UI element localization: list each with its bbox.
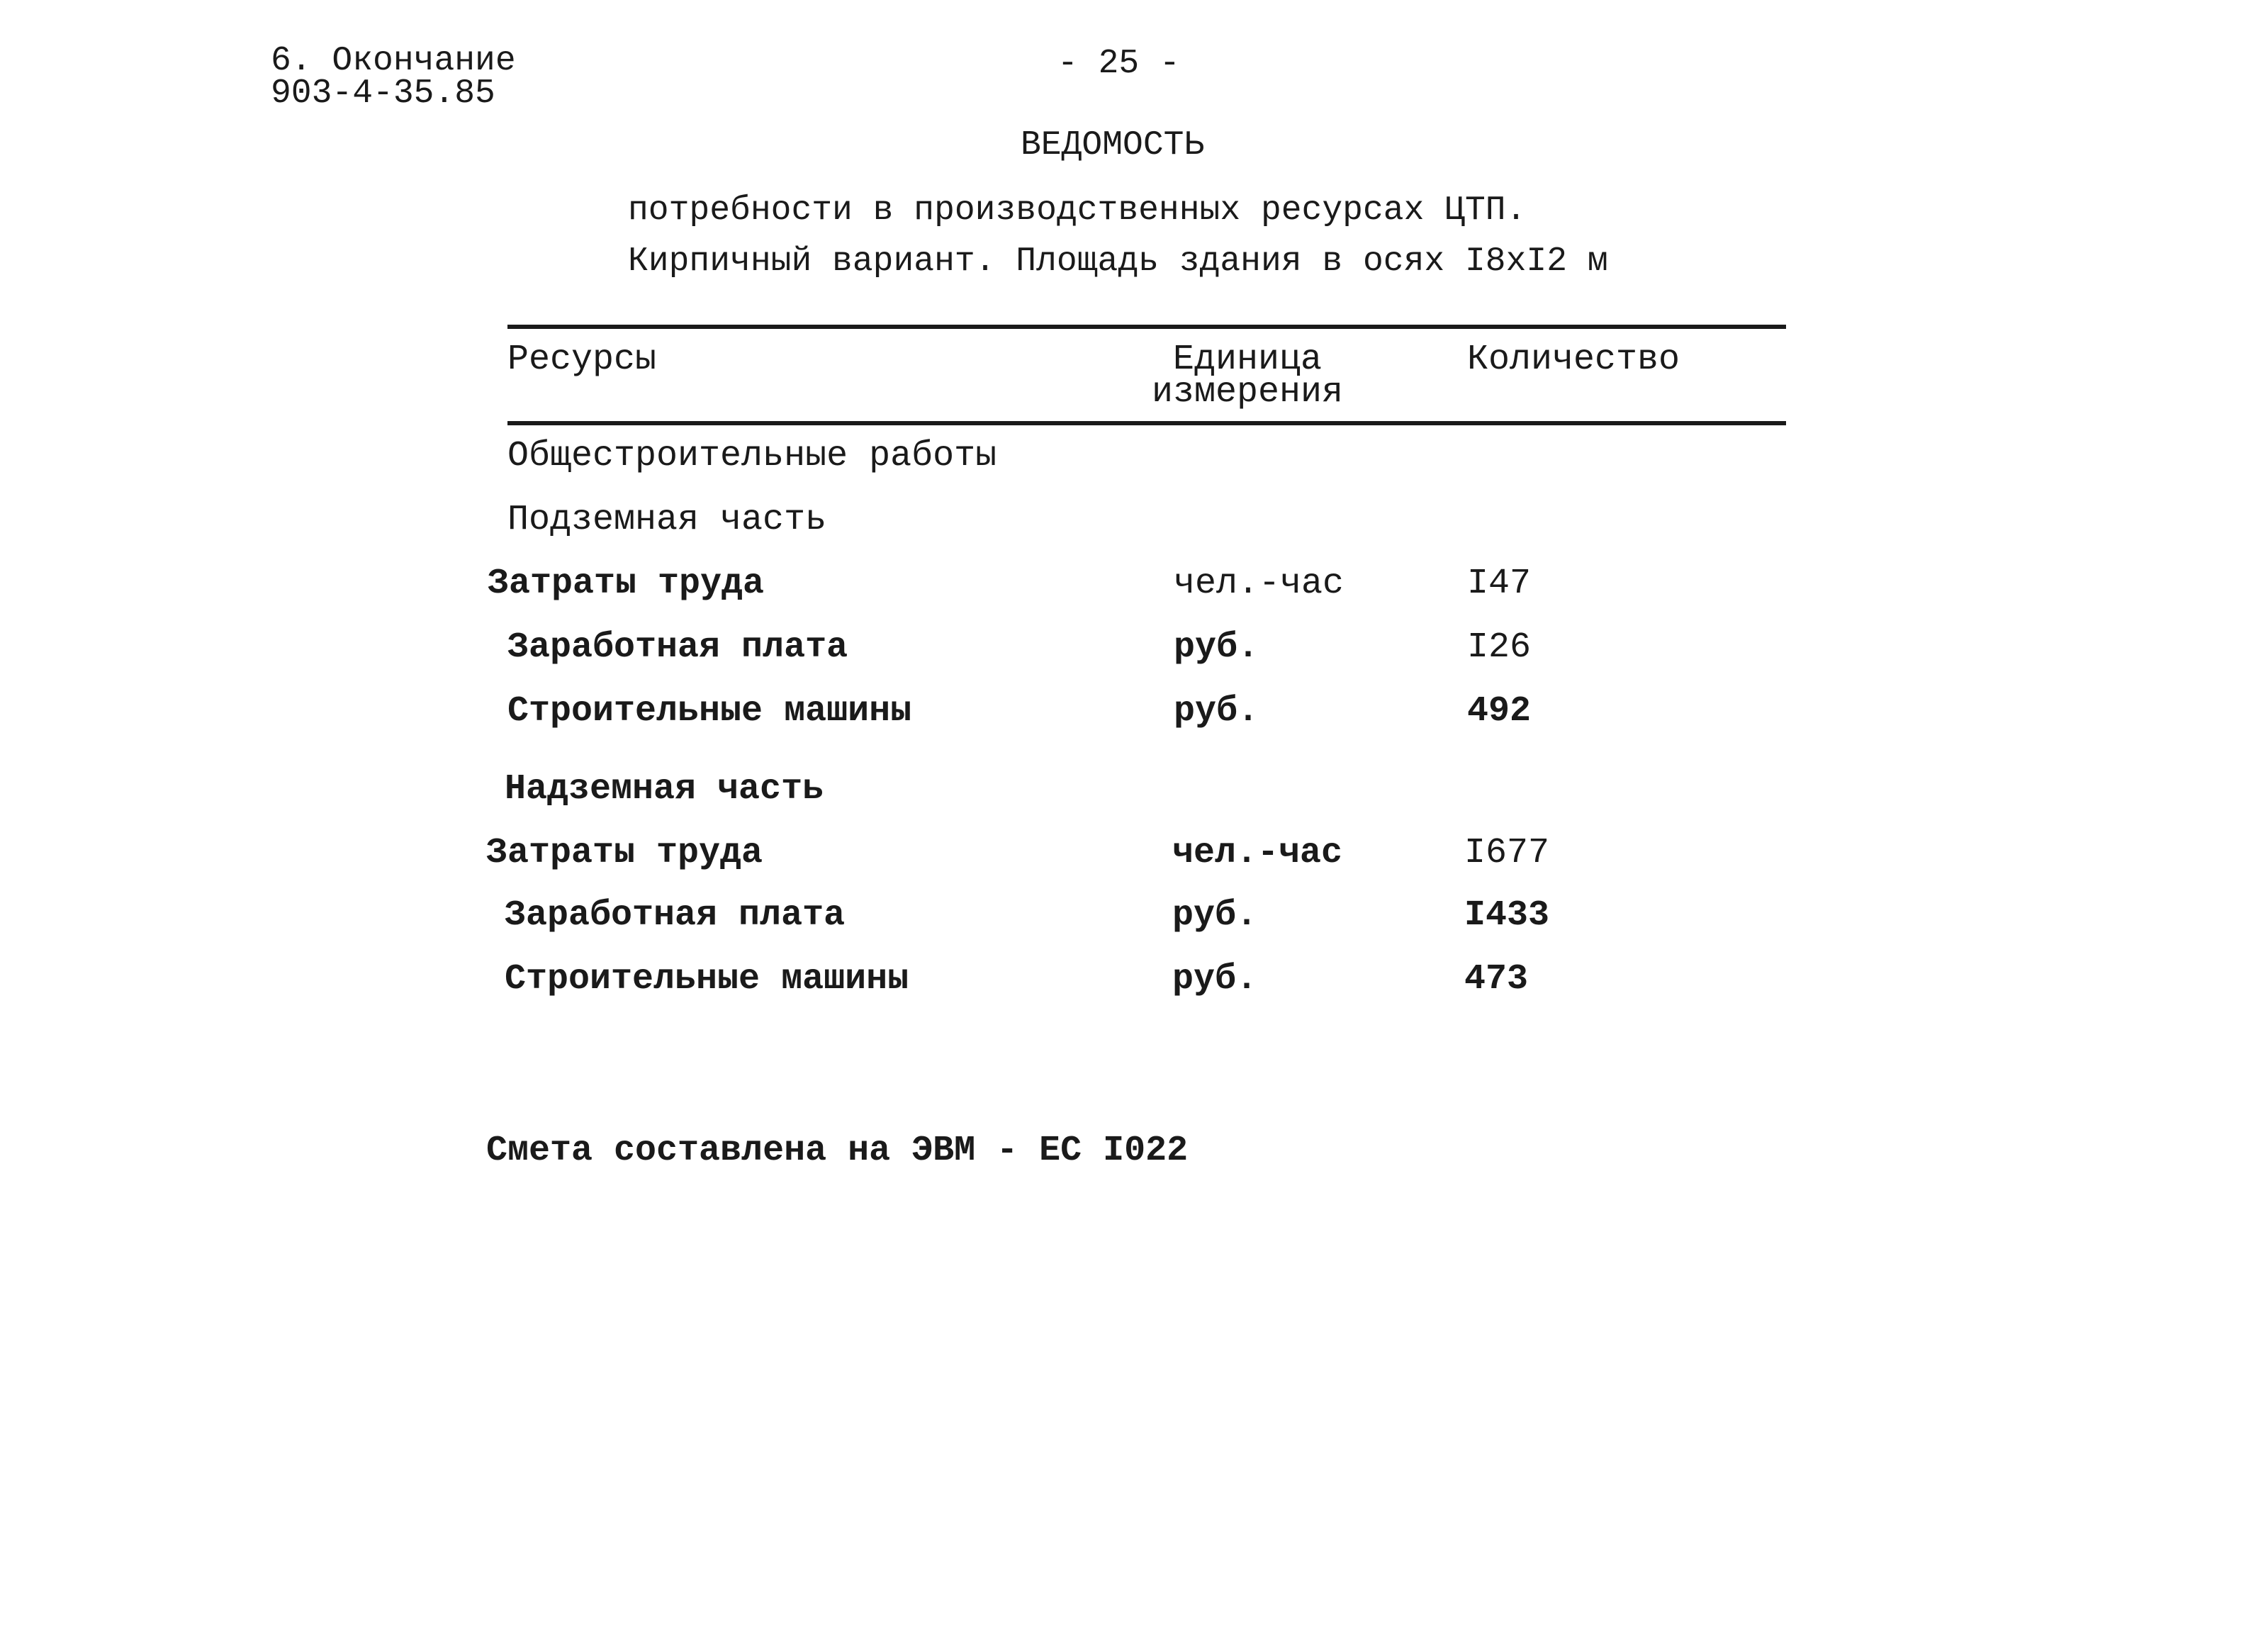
row-resource-name: Строительные машины [505,959,909,999]
title-line-2: Кирпичный вариант. Площадь здания в осях I8xI2 м [628,242,1608,281]
row-quantity: I433 [1464,895,1550,936]
page-number: - 25 - [1057,45,1180,83]
row-resource-name: Затраты труда [488,564,765,604]
row-unit: руб. [1172,895,1258,936]
row-resource-name: Заработная плата [505,895,846,936]
section-title: Общестроительные работы [507,436,997,476]
row-quantity: I47 [1467,564,1532,604]
row-resource-name: Затраты труда [486,833,763,873]
document-code: 903-4-35.85 [271,74,495,113]
row-unit: чел.-час [1174,564,1344,604]
row-quantity: I26 [1467,627,1532,668]
footer-note: Смета составлена на ЭВМ - ЕС I022 [486,1131,1189,1171]
column-header-quantity: Количество [1467,340,1680,380]
title-line-1: потребности в производственных ресурсах ЦТП. [628,191,1527,230]
row-quantity: 492 [1467,691,1532,732]
column-header-unit-line2: измерения [1151,372,1344,413]
row-quantity: 473 [1464,959,1529,999]
section-label: 6. Окончание [271,42,516,80]
row-unit: руб. [1172,959,1258,999]
row-resource-name: Строительные машины [507,691,912,732]
group-title: Надземная часть [505,769,824,810]
row-unit: чел.-час [1172,833,1343,873]
document-heading: ВЕДОМОСТЬ [1021,126,1205,164]
row-resource-name: Заработная плата [507,627,848,668]
table-top-rule [507,325,1786,329]
row-unit: руб. [1174,691,1259,732]
group-title: Подземная часть [507,500,827,540]
column-header-resource: Ресурсы [507,340,657,380]
column-header-unit-line1: Единица [1172,340,1323,380]
row-quantity: I677 [1464,833,1550,873]
table-header-rule [507,421,1786,425]
row-unit: руб. [1174,627,1259,668]
